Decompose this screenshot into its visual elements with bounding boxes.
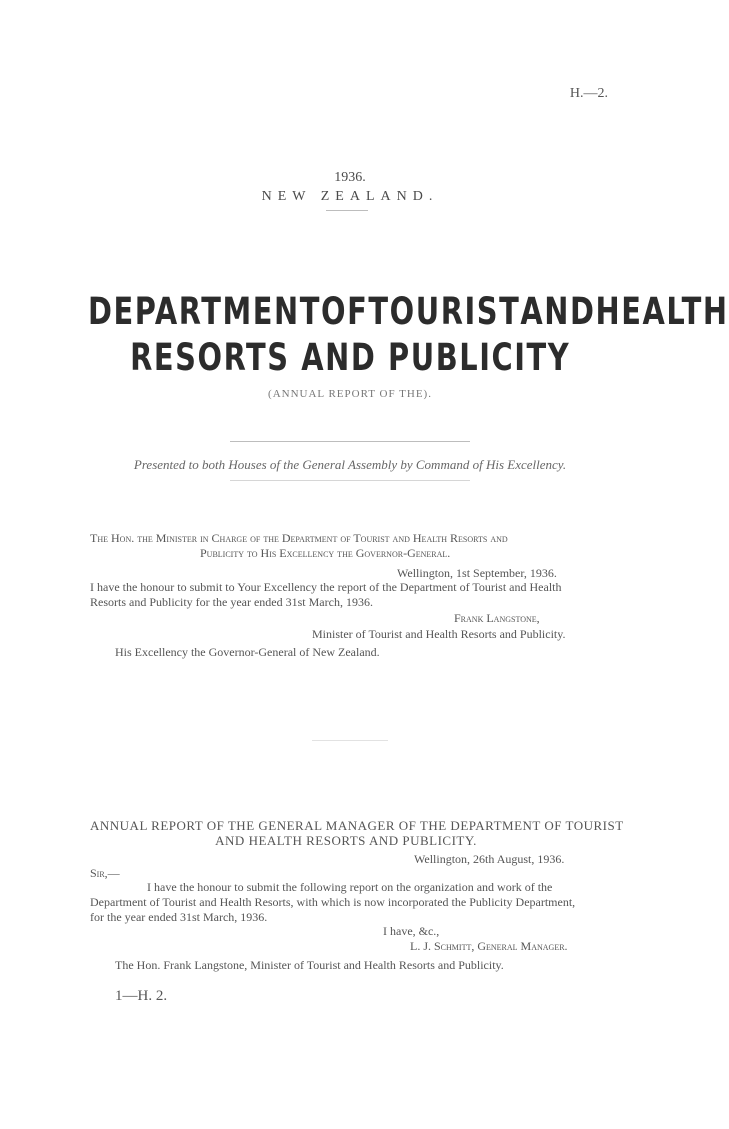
letter-signature: Frank Langstone, — [454, 611, 540, 625]
letter-address-line-1: The Hon. the Minister in Charge of the Department of Tourist and Health Resorts and — [90, 531, 508, 545]
report-subtitle: (ANNUAL REPORT OF THE). — [268, 388, 432, 400]
letter-signature-title: Minister of Tourist and Health Resorts and Publicity. — [312, 627, 566, 641]
report-signature: L. J. Schmitt, General Manager. — [410, 939, 568, 953]
report-heading-line-2: AND HEALTH RESORTS AND PUBLICITY. — [215, 833, 477, 848]
letter-body-line-1: I have the honour to submit to Your Excellency the report of the Department of Tourist and Health — [90, 580, 562, 594]
presented-bottom-rule — [230, 480, 470, 481]
title-word: HEALTH — [595, 290, 729, 333]
title-line-2 — [0, 336, 700, 379]
presented-top-rule — [230, 441, 470, 442]
report-addressee: The Hon. Frank Langstone, Minister of Tourist and Health Resorts and Publicity. — [115, 958, 504, 972]
title-line-1 — [88, 290, 729, 333]
country-name: NEW ZEALAND. — [261, 189, 439, 204]
presented-line: Presented to both Houses of the General Assembly by Command of His Excellency. — [133, 457, 567, 472]
page-footer-reference: 1—H. 2. — [115, 988, 168, 1004]
masthead-divider — [326, 210, 368, 211]
report-body-line-3: for the year ended 31st March, 1936. — [90, 910, 268, 924]
document-reference: H.—2. — [569, 86, 608, 101]
letter-address-line-2: Publicity to His Excellency the Governor-General. — [200, 546, 451, 560]
title-word: DEPARTMENT — [88, 290, 322, 333]
title-word: TOURIST — [368, 290, 521, 333]
report-place-date: Wellington, 26th August, 1936. — [414, 852, 565, 866]
letter-place-date: Wellington, 1st September, 1936. — [397, 566, 557, 580]
year: 1936. — [334, 170, 366, 185]
report-body-line-2: Department of Tourist and Health Resorts, with which is now incorporated the Publicity Department, — [90, 895, 576, 909]
section-divider — [312, 740, 388, 741]
title-word: AND — [520, 290, 596, 333]
report-heading-line-1: ANNUAL REPORT OF THE GENERAL MANAGER OF THE DEPARTMENT OF TOURIST — [90, 818, 624, 833]
report-salutation: Sir,— — [90, 866, 120, 880]
letter-addressee: His Excellency the Governor-General of New Zealand. — [115, 645, 380, 659]
letter-body-line-2: Resorts and Publicity for the year ended 31st March, 1936. — [90, 595, 373, 609]
title-line-2-text: RESORTS AND PUBLICITY — [129, 336, 571, 379]
report-body-line-1: I have the honour to submit the following report on the organization and work of the — [147, 880, 553, 894]
report-closing: I have, &c., — [383, 924, 440, 938]
title-word: OF — [321, 290, 369, 333]
